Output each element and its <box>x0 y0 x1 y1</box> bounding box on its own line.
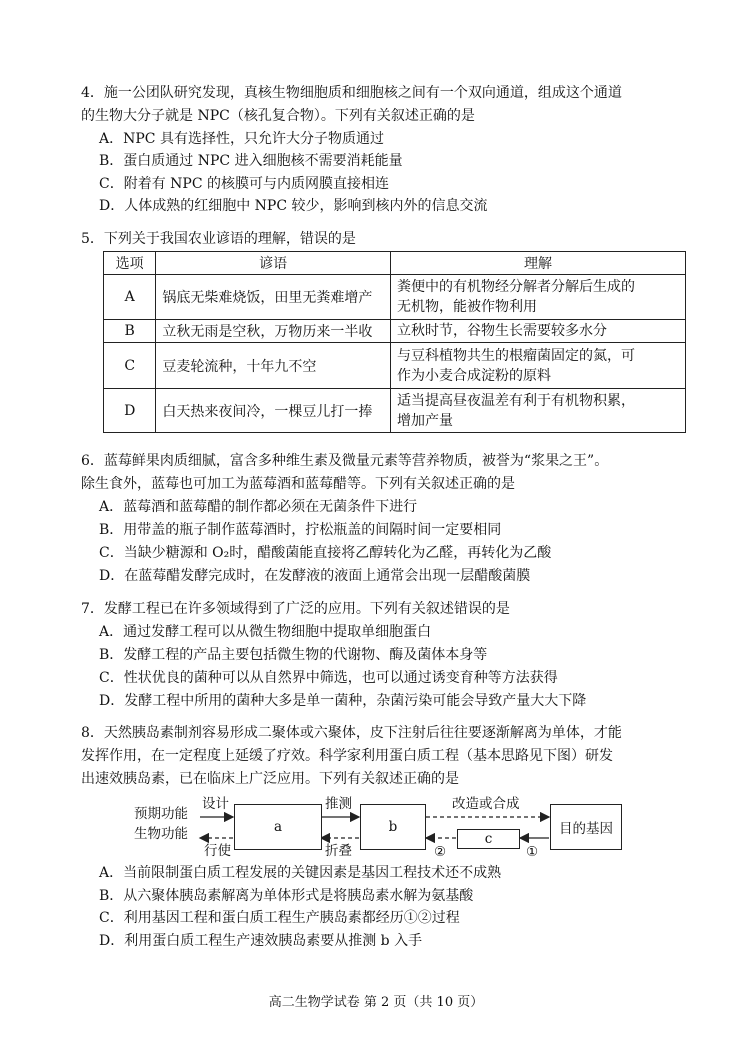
behavior-label: 行使 <box>204 843 231 859</box>
process-1-marker: ① <box>526 844 539 860</box>
table-row <box>104 275 686 320</box>
q7-option-a: A．通过发酵工程可以从微生物细胞中提取单细胞蛋白 <box>99 624 432 640</box>
q6-option-d: D．在蓝莓醋发酵完成时，在发酵液的液面上通常会出现一层醋酸菌膜 <box>99 568 531 584</box>
row-proverb: 锅底无柴难烧饭，田里无粪难增产 <box>156 275 391 320</box>
table-row <box>104 343 686 389</box>
row-proverb: 立秋无雨是空秋，万物历来一半收 <box>156 320 391 343</box>
proverb-table <box>103 251 686 433</box>
q8-option-c: C．利用基因工程和蛋白质工程生产胰岛素都经历①②过程 <box>99 910 460 926</box>
protein-engineering-diagram <box>134 796 624 862</box>
q4-option-c: C．附着有 NPC 的核膜可与内质网膜直接相连 <box>99 176 389 192</box>
modify-synthesize-label: 改造或合成 <box>452 796 520 812</box>
row-option: B <box>104 320 156 343</box>
row-option: C <box>104 343 156 389</box>
q8-stem-line2: 发挥作用，在一定程度上延缓了疗效。科学家利用蛋白质工程（基本思路见下图）研发 <box>81 748 613 764</box>
q8-stem-line3: 出速效胰岛素，已在临床上广泛应用。下列有关叙述正确的是 <box>81 771 459 787</box>
q8-option-d: D．利用蛋白质工程生产速效胰岛素要从推测 b 入手 <box>99 933 423 949</box>
q6-option-c: C．当缺少糖源和 O₂时，醋酸菌能直接将乙醇转化为乙醛，再转化为乙酸 <box>99 545 552 561</box>
table-header-row <box>104 252 686 275</box>
box-b: b <box>360 804 426 850</box>
header-understanding: 理解 <box>390 252 685 275</box>
box-c: c <box>457 829 520 849</box>
design-label: 设计 <box>202 796 229 812</box>
row-option: D <box>104 389 156 433</box>
row-understanding: 立秋时节，谷物生长需要较多水分 <box>390 320 685 343</box>
q6-option-a: A．蓝莓酒和蓝莓醋的制作都必须在无菌条件下进行 <box>99 499 418 515</box>
row-understanding: 与豆科植物共生的根瘤菌固定的氮，可 作为小麦合成淀粉的原料 <box>390 343 685 389</box>
q7-option-d: D．发酵工程中所用的菌种大多是单一菌种，杂菌污染可能会导致产量大大下降 <box>99 693 587 709</box>
q6-option-b: B．用带盖的瓶子制作蓝莓酒时，拧松瓶盖的间隔时间一定要相同 <box>99 522 502 538</box>
q8-option-b: B．从六聚体胰岛素解离为单体形式是将胰岛素水解为氨基酸 <box>99 888 474 904</box>
q6-stem-line1: 6．蓝莓鲜果肉质细腻，富含多种维生素及微量元素等营养物质，被誉为“浆果之王”。 <box>81 453 609 469</box>
q7-stem: 7．发酵工程已在许多领域得到了广泛的应用。下列有关叙述错误的是 <box>81 601 510 617</box>
row-proverb: 白天热来夜间冷，一棵豆儿打一捧 <box>156 389 391 433</box>
table-row <box>104 389 686 433</box>
header-option: 选项 <box>104 252 156 275</box>
expected-function-label: 预期功能 <box>134 806 188 822</box>
infer-label: 推测 <box>325 796 352 812</box>
bio-function-label: 生物功能 <box>134 826 188 842</box>
q5-stem: 5．下列关于我国农业谚语的理解，错误的是 <box>81 231 356 247</box>
fold-label: 折叠 <box>325 843 352 859</box>
q4-stem-line1: 4．施一公团队研究发现，真核生物细胞质和细胞核之间有一个双向通道，组成这个通道 <box>81 85 622 101</box>
page-footer: 高二生物学试卷 第 2 页（共 10 页） <box>268 995 484 1010</box>
q8-option-a: A．当前限制蛋白质工程发展的关键因素是基因工程技术还不成熟 <box>99 865 502 881</box>
process-2-marker: ② <box>434 844 447 860</box>
q4-option-d: D．人体成熟的红细胞中 NPC 较少，影响到核内外的信息交流 <box>99 198 488 214</box>
q7-option-c: C．性状优良的菌种可以从自然界中筛选，也可以通过诱变育种等方法获得 <box>99 670 558 686</box>
q4-stem-line2: 的生物大分子就是 NPC（核孔复合物）。下列有关叙述正确的是 <box>81 108 475 124</box>
q4-option-b: B．蛋白质通过 NPC 进入细胞核不需要消耗能量 <box>99 153 403 169</box>
q6-stem-line2: 除生食外，蓝莓也可加工为蓝莓酒和蓝莓醋等。下列有关叙述正确的是 <box>81 476 515 492</box>
row-option: A <box>104 275 156 320</box>
table-row <box>104 320 686 343</box>
row-understanding: 粪便中的有机物经分解者分解后生成的 无机物，能被作物利用 <box>390 275 685 320</box>
box-a: a <box>234 804 322 850</box>
q4-option-a: A．NPC 具有选择性，只允许大分子物质通过 <box>99 131 384 147</box>
row-proverb: 豆麦轮流种，十年九不空 <box>156 343 391 389</box>
target-gene-box: 目的基因 <box>550 804 622 850</box>
row-understanding: 适当提高昼夜温差有利于有机物积累， 增加产量 <box>390 389 685 433</box>
q8-stem-line1: 8．天然胰岛素制剂容易形成二聚体或六聚体，皮下注射后往往要逐渐解离为单体，才能 <box>81 725 622 741</box>
q7-option-b: B．发酵工程的产品主要包括微生物的代谢物、酶及菌体本身等 <box>99 647 488 663</box>
header-proverb: 谚语 <box>156 252 391 275</box>
